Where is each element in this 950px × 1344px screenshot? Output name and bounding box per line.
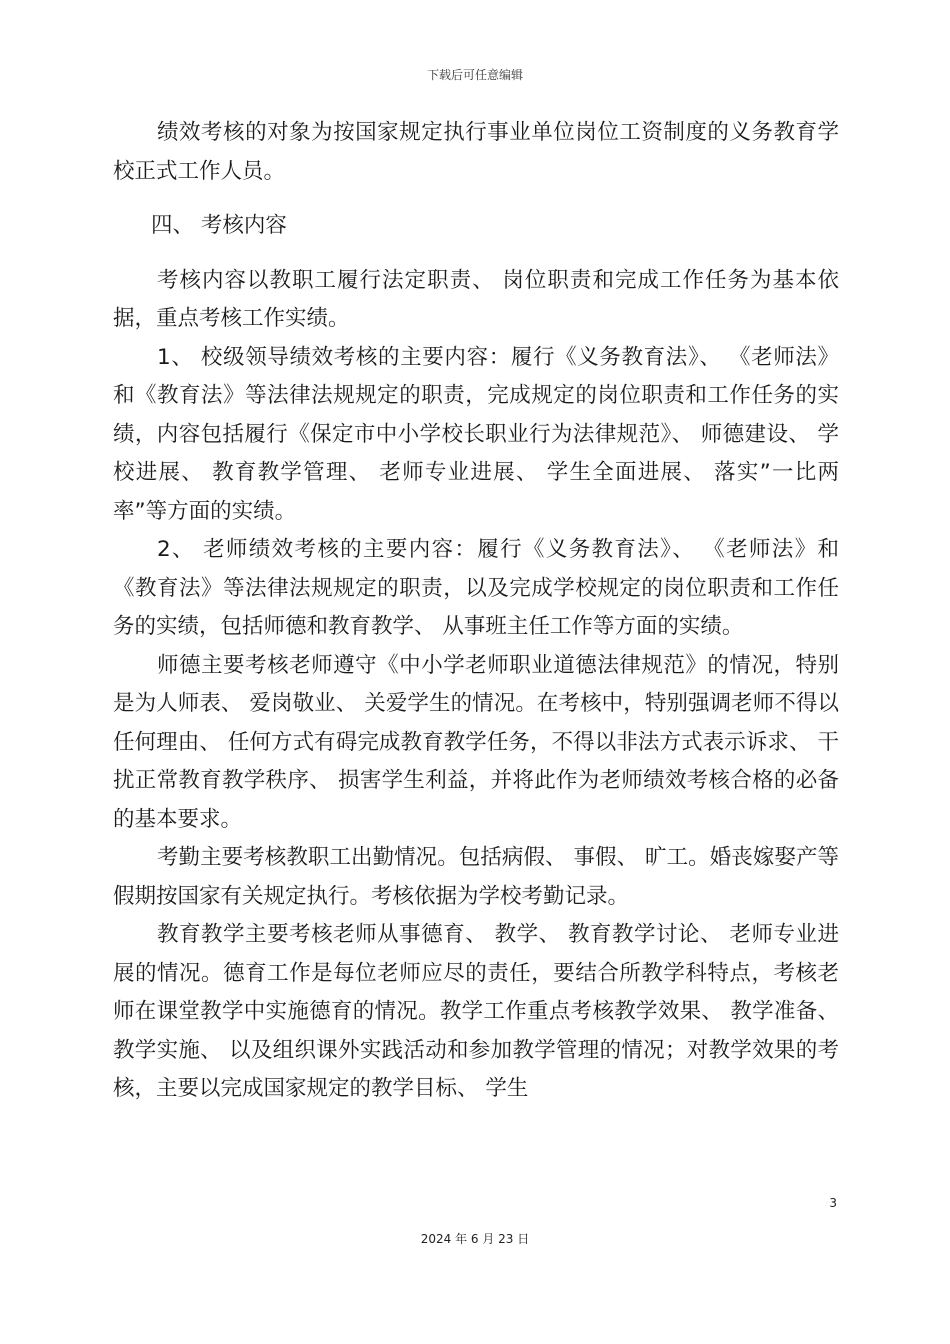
page-number: 3 bbox=[829, 1196, 837, 1210]
paragraph-leader-assessment: 1、 校级领导绩效考核的主要内容：履行《义务教育法》、 《老师法》和《教育法》等法律法规规定的职责，完成规定的岗位职责和工作任务的实绩，内容包括履行《保定市中小学校长职业行为法律规范》、 师德建设、 学校进展、 教育教学管理、 老师专业进展、 学生全面进展、 落实”一比两率”等方面的实绩。 bbox=[113, 344, 839, 524]
header-note: 下载后可任意编辑 bbox=[426, 68, 523, 82]
document-body bbox=[113, 114, 839, 1109]
footer-date: 2024 年 6 月 23 日 bbox=[420, 1232, 530, 1246]
paragraph-assessment-target: 绩效考核的对象为按国家规定执行事业单位岗位工资制度的义务教育学校正式工作人员。 bbox=[113, 120, 839, 184]
paragraph-teacher-assessment: 2、 老师绩效考核的主要内容：履行《义务教育法》、 《老师法》和《教育法》等法律法规规定的职责，以及完成学校规定的岗位职责和工作任务的实绩，包括师德和教育教学、 从事班主任工作等方面的实绩。 bbox=[113, 537, 839, 639]
paragraph-ethics: 师德主要考核老师遵守《中小学老师职业道德法律规范》的情况，特别是为人师表、 爱岗敬业、 关爱学生的情况。在考核中，特别强调老师不得以任何理由、 任何方式有碍完成教育教学任务，不得以非法方式表示诉求、 干扰正常教育教学秩序、 损害学生利益，并将此作为老师绩效考核合格的必备的基本要求。 bbox=[113, 652, 839, 832]
paragraph-attendance: 考勤主要考核教职工出勤情况。包括病假、 事假、 旷工。婚丧嫁娶产等假期按国家有关规定执行。考核依据为学校考勤记录。 bbox=[113, 845, 839, 909]
paragraph-teaching: 教育教学主要考核老师从事德育、 教学、 教育教学讨论、 老师专业进展的情况。德育工作是每位老师应尽的责任，要结合所教学科特点，考核老师在课堂教学中实施德育的情况。教学工作重点考核教学效果、 教学准备、 教学实施、 以及组织课外实践活动和参加教学管理的情况；对教学效果的考核，主要以完成国家规定的教学目标、 学生 bbox=[113, 922, 839, 1101]
paragraph-content-basis: 考核内容以教职工履行法定职责、 岗位职责和完成工作任务为基本依据，重点考核工作实绩。 bbox=[113, 267, 839, 331]
section-heading-assessment-content: 四、 考核内容 bbox=[151, 213, 287, 238]
